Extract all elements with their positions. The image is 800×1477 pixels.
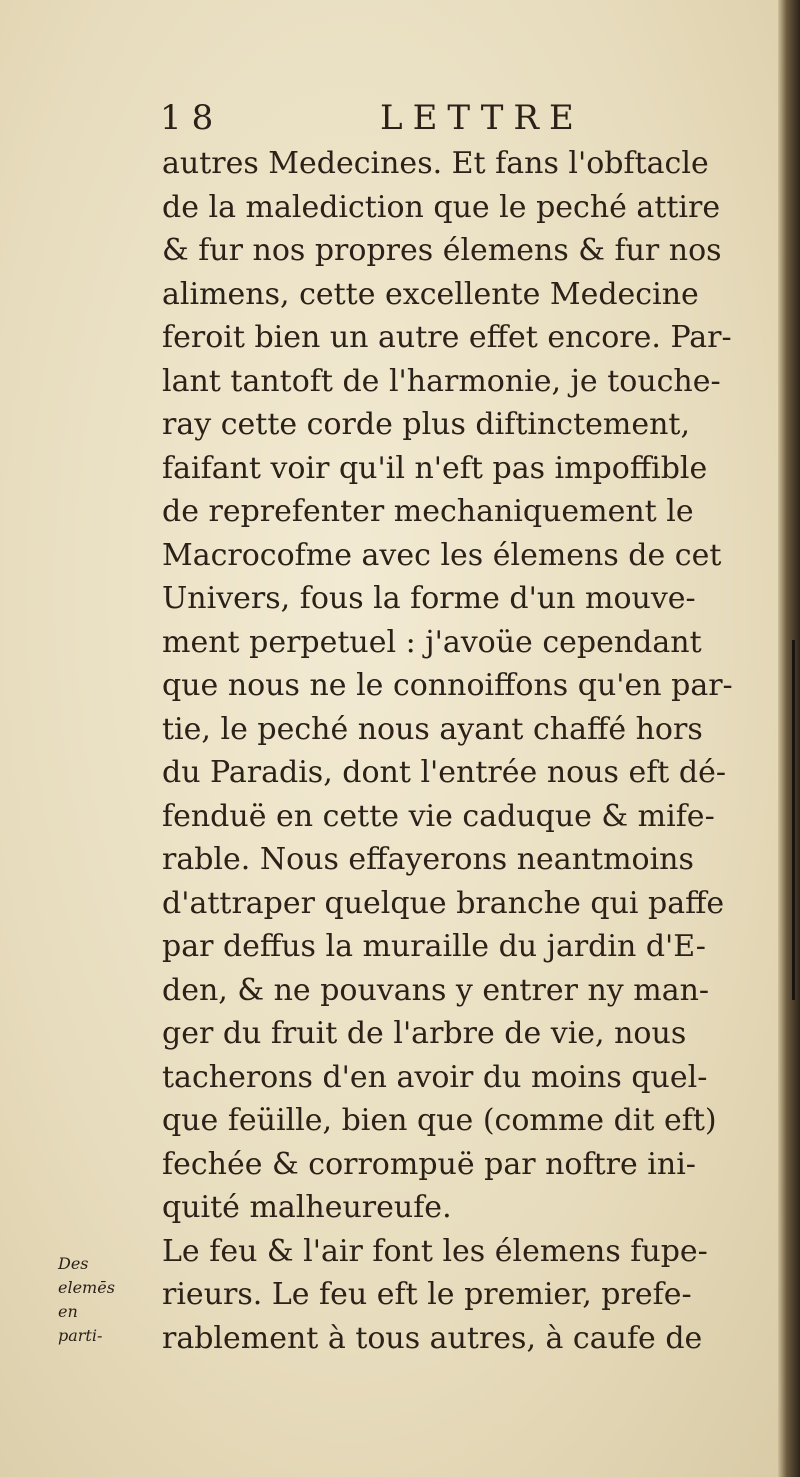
text-line: rieurs. Le feu eft le premier, prefe- — [162, 1277, 692, 1312]
text-line: de reprefenter mechaniquement le — [162, 494, 694, 529]
margin-note — [58, 1252, 158, 1348]
margin-note-line: parti- — [58, 1326, 103, 1345]
text-line: du Paradis, dont l'entrée nous eft dé- — [162, 755, 726, 790]
text-line: lant tantoft de l'harmonie, je touche- — [162, 363, 721, 399]
running-head — [160, 98, 630, 138]
page-edge-shadow — [792, 640, 795, 1000]
margin-note-line: en — [58, 1302, 78, 1321]
body-text — [162, 142, 782, 1360]
text-line: ray cette corde plus diftinctement, — [162, 407, 691, 442]
margin-note-line: elemēs — [58, 1278, 115, 1297]
text-line: Le feu & l'air font les élemens fupe- — [162, 1233, 708, 1269]
text-line: fechée & corrompuë par noftre ini- — [162, 1146, 696, 1182]
text-line: rable. Nous effayerons neantmoins — [162, 842, 694, 877]
margin-note-line: Des — [58, 1254, 89, 1273]
text-line: autres Medecines. Et fans l'obftacle — [162, 146, 709, 181]
text-line: ger du fruit de l'arbre de vie, nous — [162, 1016, 687, 1051]
text-line: que feüille, bien que (comme dit eft) — [162, 1103, 717, 1138]
text-line: par deffus la muraille du jardin d'E- — [162, 929, 706, 964]
text-line: Univers, fous la forme d'un mouve- — [162, 581, 696, 616]
text-line: de la malediction que le peché attire — [162, 189, 721, 225]
text-line: rablement à tous autres, à caufe de — [162, 1320, 703, 1356]
text-line: feroit bien un autre effet encore. Par- — [162, 320, 732, 355]
text-line: & fur nos propres élemens & fur nos — [162, 233, 722, 268]
text-line: d'attraper quelque branche qui paffe — [162, 885, 725, 921]
text-line: tacherons d'en avoir du moins quel- — [162, 1059, 708, 1095]
text-line: tie, le peché nous ayant chaffé hors — [162, 711, 703, 747]
text-line: Macrocofme avec les élemens de cet — [162, 537, 722, 573]
text-line: faifant voir qu'il n'eft pas impoffible — [162, 450, 708, 486]
text-line: que nous ne le connoiffons qu'en par- — [162, 668, 733, 703]
text-line: alimens, cette excellente Medecine — [162, 276, 699, 312]
running-title: LETTRE — [380, 98, 584, 138]
text-line: fenduë en cette vie caduque & mife- — [162, 798, 715, 834]
text-line: quité malheureufe. — [162, 1190, 452, 1225]
text-line: ment perpetuel : j'avoüe cependant — [162, 624, 702, 660]
page-number: 18 — [160, 98, 224, 138]
text-line: den, & ne pouvans y entrer ny man- — [162, 972, 710, 1008]
